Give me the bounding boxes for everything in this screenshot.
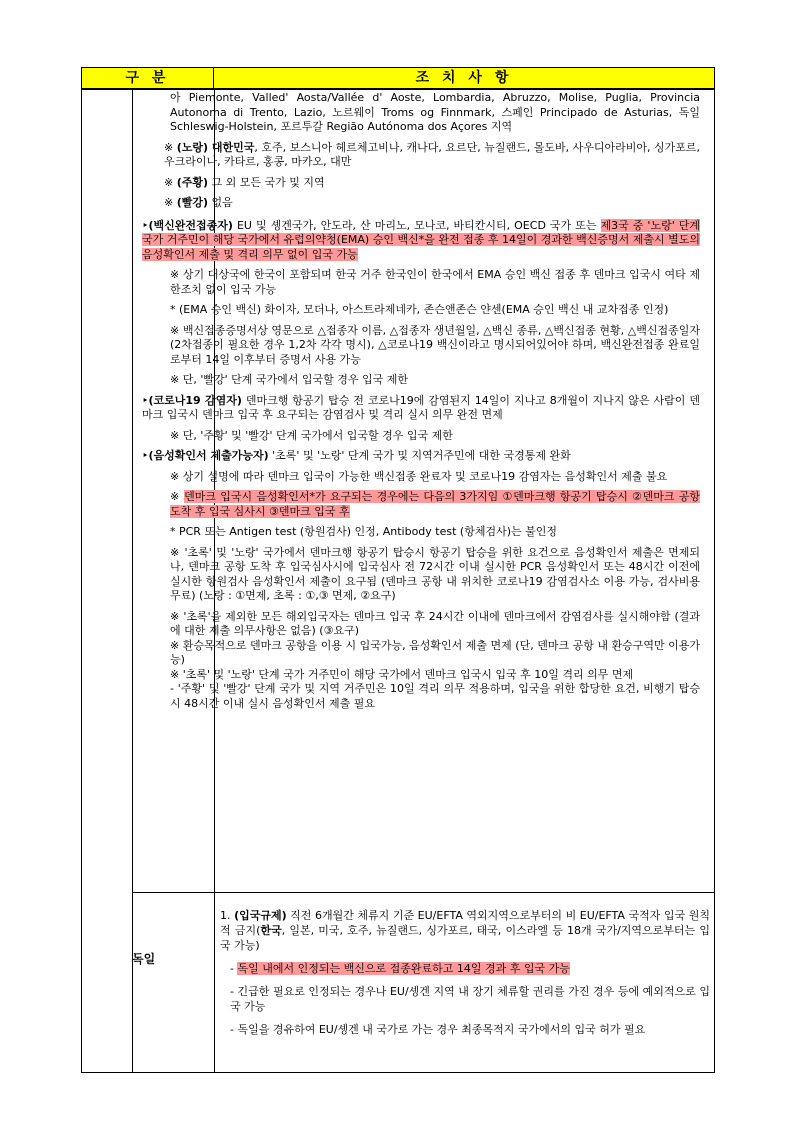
green-yellow-test-note: ※ '초록' 및 '노랑' 국가에서 덴마크행 항공기 탑승시 항공기 탑승을 위한 요건으로 음성확인서 제출은 면제되나, 덴마크 공항 도착 후 입국심사시에 입국심사 전 72시간 이내 실시한 PCR 음성확인서 또는 48시간 이전에 실시한 항원검사 음성확인서 제출이 요구됨 (덴마크 공항 내 위치한 코로나19 감염검사소 이용 가능, 검사비용 무료) (노랑 : ①면제, 초록 : ①,③ 면제, ②요구) xyxy=(170,545,700,602)
red-restriction-note: ※ 단, '빨강' 단계 국가에서 입국할 경우 입국 제한 xyxy=(170,373,409,386)
ema-vaccines-note: * (EMA 승인 백신) 화이자, 모더나, 아스트라제네카, 존슨앤존슨 얀센(EMA 승인 백신 내 교차접종 인정) xyxy=(170,303,669,316)
header-category: 구 분 xyxy=(82,68,214,88)
test-exemption-note: ※ 상기 설명에 따라 덴마크 입국이 가능한 백신접종 완료자 및 코로나19 감염자는 음성확인서 제출 불요 xyxy=(170,469,668,483)
germany-measures xyxy=(220,908,710,1037)
test-types-note: * PCR 또는 Antigen test (항원검사) 인정, Antibody test (항체검사)는 불인정 xyxy=(170,525,558,538)
region-list: 아 Piemonte, Valled' Aosta/Vallée d' Aoste, Lombardia, Abruzzo, Molise, Puglia, Provincia Autonoma di Trento, Lazio, 노르웨이 Troms og Finnmark, 스페인 Principado de Asturias, 독일 Schleswig-Holstein, 포르투갈 Região Autónoma dos Açores 지역 xyxy=(170,91,700,133)
exception-entry: - 긴급한 필요로 인정되는 경우나 EU/솅겐 지역 내 장기 체류할 권리를 가진 경우 등에 예외적으로 입국 가능 xyxy=(230,985,710,1013)
post-arrival-test-note: ※ '초록'을 제외한 모든 해외입국자는 덴마크 입국 후 24시간 이내에 덴마크에서 감염검사를 실시해야함 (결과에 대한 제출 의무사항은 없음) (③요구) xyxy=(170,609,700,637)
header-measures: 조 치 사 항 xyxy=(415,70,513,86)
transit-note: ※ 환승목적으로 덴마크 공항을 이용 시 입국가능, 음성확인서 제출 면제 (단, 덴마크 공항 내 환승구역만 이용가능) xyxy=(170,638,700,666)
column-divider-1 xyxy=(132,90,133,1072)
quarantine-exemption-note: ※ '초록' 및 '노랑' 단계 국가 거주민이 해당 국가에서 덴마크 입국시 입국 후 10일 격리 의무 면제 xyxy=(170,667,634,681)
orange-red-restriction-note: ※ 단, '주황' 및 '빨강' 단계 국가에서 입국할 경우 입국 제한 xyxy=(170,428,453,442)
vaccinated-rule: ‣(백신완전접종자) EU 및 솅겐국가, 안도라, 산 마리노, 모나코, 바티칸시티, OECD 국가 또는 제3국 중 '노랑' 단계 국가 거주민이 해당 국가에서 유럽의약청(EMA) 승인 백신*을 완전 접종 후 14일이 경과한 백신증명서 제출시 별도의 음성확인서 제출 및 격리 의무 없이 입국 가능 xyxy=(142,218,700,261)
transit-entry: - 독일을 경유하여 EU/솅겐 내 국가로 가는 경우 최종목적지 국가에서의 입국 허가 필요 xyxy=(230,1023,646,1036)
vaccinated-entry: - 독일 내에서 인정되는 백신으로 접종완료하고 14일 경과 후 입국 가능 xyxy=(230,962,570,975)
test-required-cases: ※ 덴마크 입국시 음성확인서*가 요구되는 경우에는 다음의 3가지임 ①덴마크행 항공기 탑승시 ②덴마크 공항 도착 후 입국 심사시 ③덴마크 입국 후 xyxy=(170,490,700,518)
certificate-note: ※ 백신접종증명서상 영문으로 △접종자 이름, △접종자 생년월일, △백신 종류, △백신접종 현황, △백신접종일자 (2차접종이 필요한 경우 1,2차 각각 명시), △코로나19 백신이라고 명시되어있어야 하며, 백신완전접종 완료일로부터 14일 이후부터 증명서 사용 가능 xyxy=(170,323,700,366)
row-divider xyxy=(132,892,714,893)
negative-test-rule: ‣(음성확인서 제출가능자) '초록' 및 '노랑' 단계 국가 및 지역거주민에 대한 국경통제 완화 xyxy=(142,449,571,462)
orange-red-quarantine-note: - '주황' 및 '빨강' 단계 국가 및 지역 거주민은 10일 격리 의무 적용하며, 입국을 위한 합당한 요건, 비행기 탑승시 48시간 이내 실시 음성확인서 제출 필요 xyxy=(170,682,700,710)
orange-countries: ※ (주황) 그 외 모든 국가 및 지역 xyxy=(164,175,325,189)
recovered-rule: ‣(코로나19 감염자) 덴마크행 항공기 탑승 전 코로나19에 감염된지 14일이 지나고 8개월이 지나지 않은 사람이 덴마크 입국시 덴마크 입국 후 요구되는 감염검사 및 격리 실시 의무 완전 면제 xyxy=(142,393,700,421)
denmark-measures xyxy=(142,91,700,711)
red-countries: ※ (빨강) 없음 xyxy=(164,196,233,209)
country-label-germany: 독일 xyxy=(132,952,156,966)
yellow-countries: ※ (노랑) 대한민국, 호주, 보스니아 헤르체고비나, 캐나다, 요르단, 뉴질랜드, 몰도바, 사우디아라비아, 싱가포르, 우크라이나, 카타르, 홍콩, 마카오, 대만 xyxy=(164,140,700,168)
table-header xyxy=(82,68,714,90)
korea-note: ※ 상기 대상국에 한국이 포함되며 한국 거주 한국인이 한국에서 EMA 승인 백신 접종 후 덴마크 입국시 여타 제한조치 없이 입국 가능 xyxy=(170,268,700,296)
entry-restriction: 1. (입국규제) 직전 6개월간 체류지 기준 EU/EFTA 역외지역으로부터의 비 EU/EFTA 국적자 입국 원칙적 금지(한국, 일본, 미국, 호주, 뉴질랜드, 싱가포르, 태국, 이스라엘 등 18개 국가/지역으로부터는 입국 가능) xyxy=(220,909,711,952)
